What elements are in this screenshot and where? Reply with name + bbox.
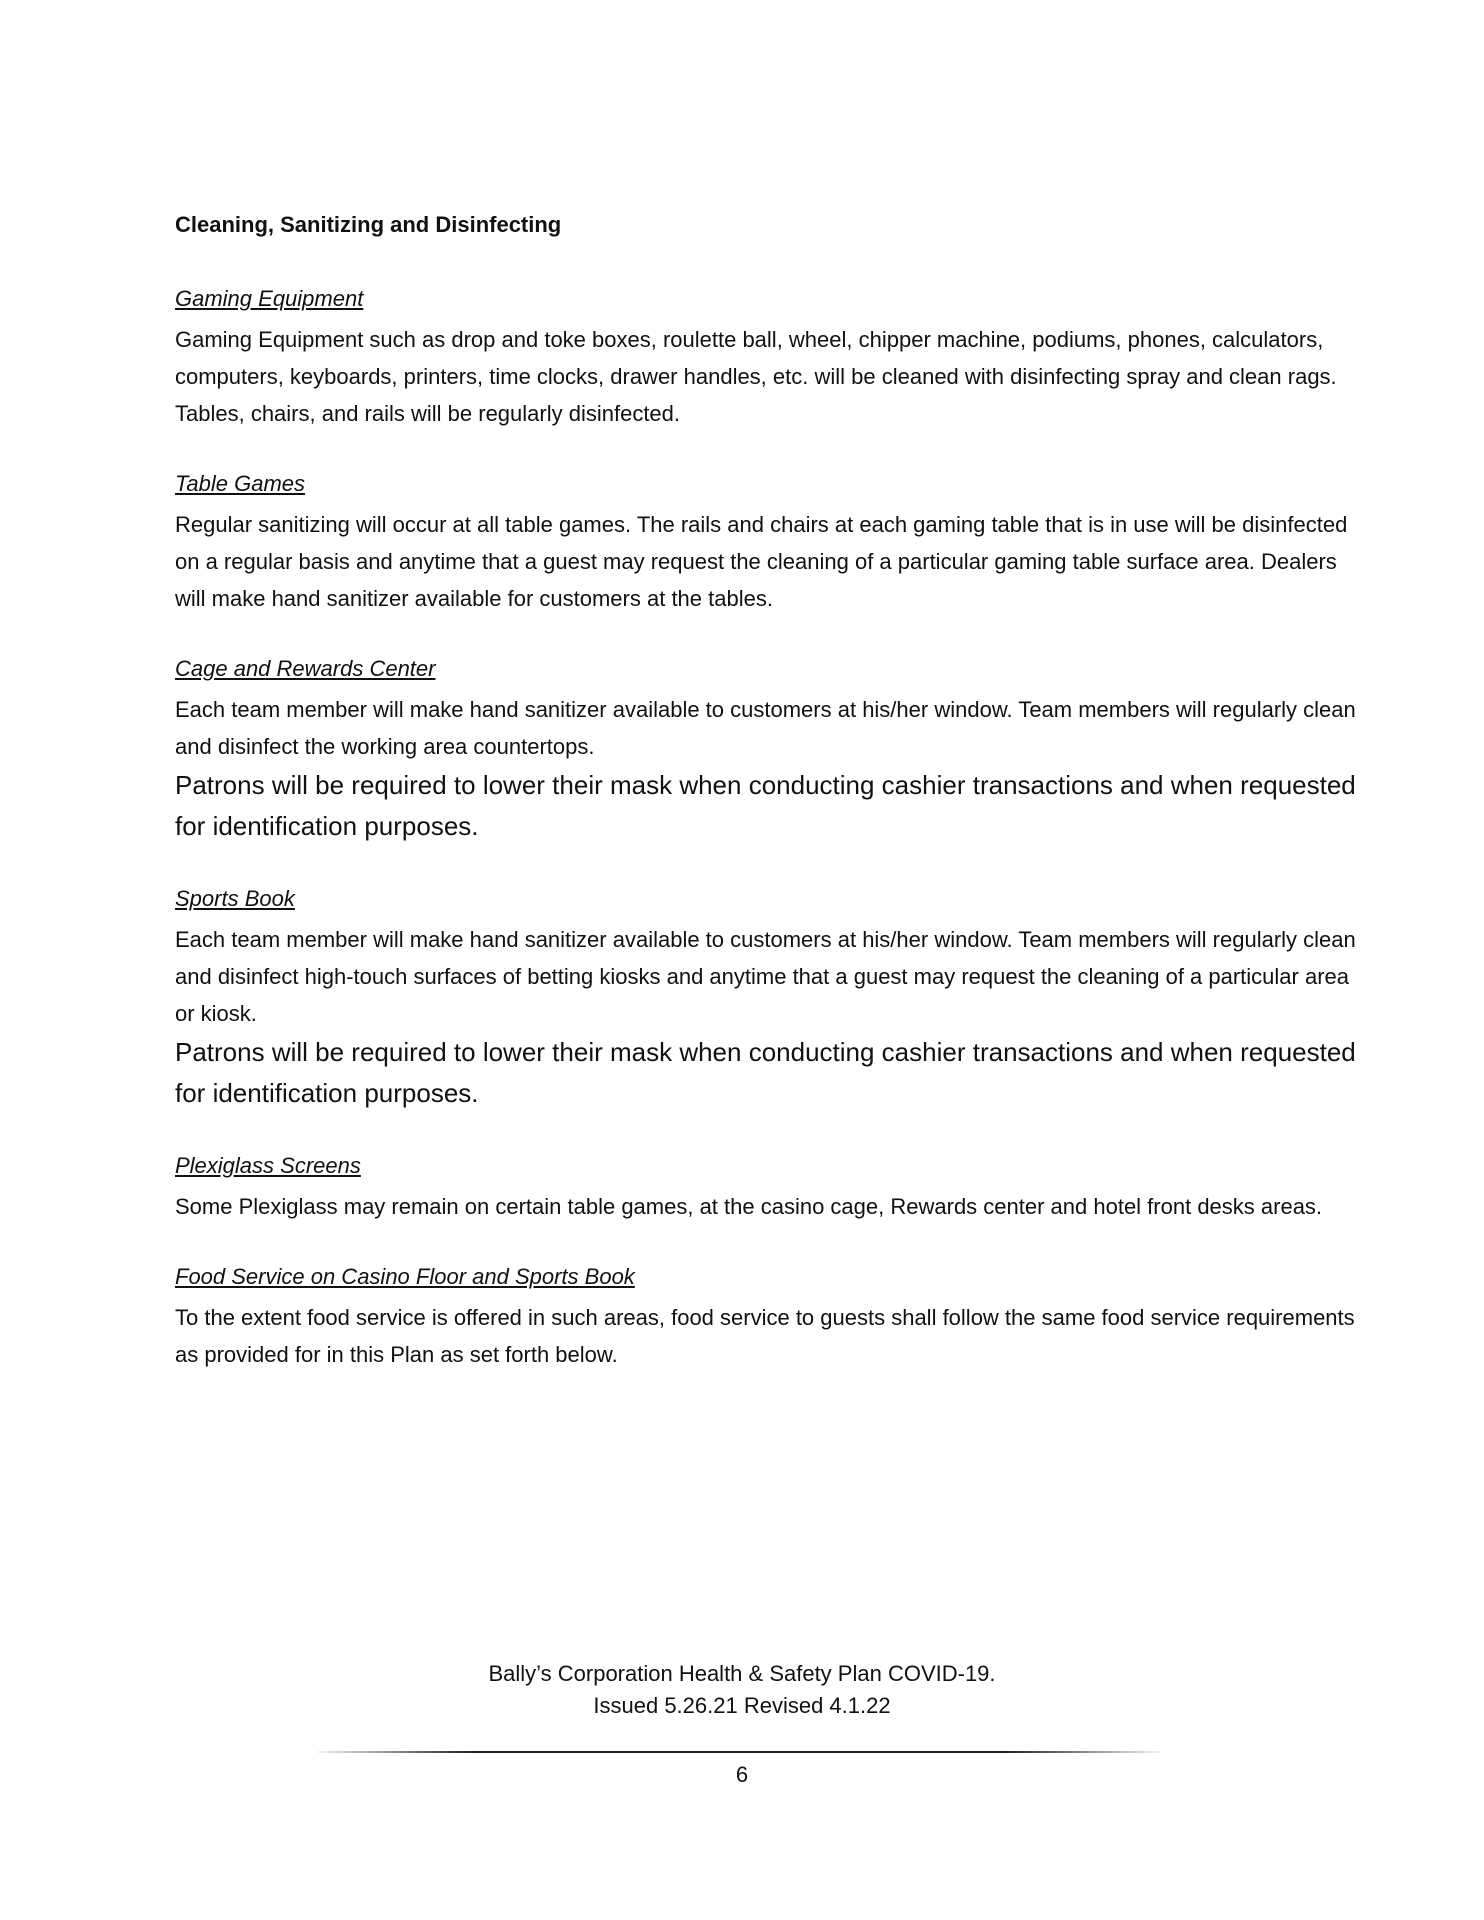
page-number: 6 — [735, 1762, 749, 1787]
section-sports-book — [175, 884, 1365, 1114]
footer-title: Bally’s Corporation Health & Safety Plan COVID-19. — [488, 1661, 996, 1686]
footer-divider — [318, 1751, 1160, 1753]
section-title: Sports Book — [175, 886, 295, 911]
section-title: Table Games — [175, 471, 306, 496]
section-body: Each team member will make hand sanitizer available to customers at his/her window. Team members will regularly clean and disinfect the working area countertops. — [175, 697, 1356, 759]
section-body: Gaming Equipment such as drop and toke boxes, roulette ball, wheel, chipper machine, podiums, phones, calculators, computers, keyboards, printers, time clocks, drawer handles, etc. will be cleaned with disinfecting spray and clean rags. Tables, chairs, and rails will be regularly disinfected. — [175, 327, 1337, 426]
section-title: Plexiglass Screens — [175, 1153, 361, 1178]
section-note: Patrons will be required to lower their mask when conducting cashier transactions and when requested for identification purposes. — [175, 770, 1356, 841]
section-cage-rewards-center — [175, 654, 1365, 847]
section-body: Regular sanitizing will occur at all table games. The rails and chairs at each gaming table that is in use will be disinfected on a regular basis and anytime that a guest may request the cleaning of a particular gaming table surface area. Dealers will make hand sanitizer available for customers at the tables. — [175, 512, 1348, 611]
section-table-games — [175, 469, 1365, 617]
page-heading: Cleaning, Sanitizing and Disinfecting — [175, 212, 562, 237]
section-title: Gaming Equipment — [175, 286, 364, 311]
section-body: To the extent food service is offered in such areas, food service to guests shall follow the same food service requirements as provided for in this Plan as set forth below. — [175, 1305, 1355, 1367]
section-title: Food Service on Casino Floor and Sports Book — [175, 1264, 635, 1289]
section-body: Each team member will make hand sanitizer available to customers at his/her window. Team members will regularly clean and disinfect high-touch surfaces of betting kiosks and anytime that a guest may request the cleaning of a particular area or kiosk. — [175, 927, 1356, 1026]
section-food-service — [175, 1262, 1365, 1373]
section-plexiglass-screens — [175, 1151, 1365, 1225]
document-content — [175, 210, 1365, 1410]
section-note: Patrons will be required to lower their mask when conducting cashier transactions and when requested for identification purposes. — [175, 1037, 1356, 1108]
section-title: Cage and Rewards Center — [175, 656, 436, 681]
section-gaming-equipment — [175, 284, 1365, 432]
page-footer — [0, 1658, 1484, 1722]
section-body: Some Plexiglass may remain on certain table games, at the casino cage, Rewards center and hotel front desks areas. — [175, 1194, 1323, 1219]
footer-revision: Issued 5.26.21 Revised 4.1.22 — [593, 1693, 891, 1718]
